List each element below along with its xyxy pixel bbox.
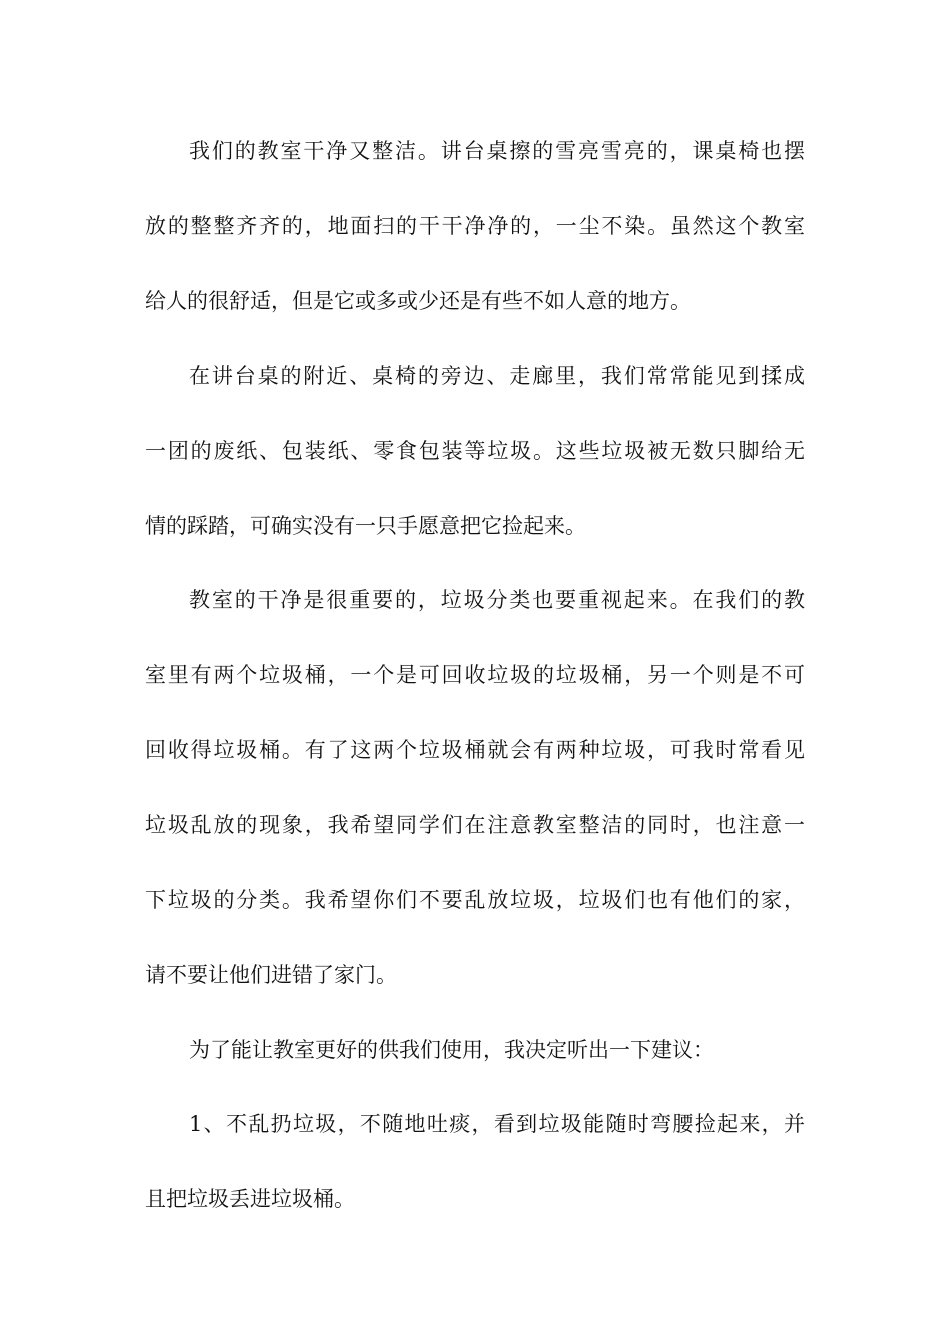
paragraph-2-line-1: 在讲台桌的附近、桌椅的旁边、走廊里，我们常常能见到揉成 (189, 364, 805, 388)
paragraph-3-line-1: 教室的干净是很重要的，垃圾分类也要重视起来。在我们的教 (189, 588, 805, 612)
paragraph-3-line-3: 回收得垃圾桶。有了这两个垃圾桶就会有两种垃圾，可我时常看见 (145, 738, 805, 762)
paragraph-1-line-1: 我们的教室干净又整洁。讲台桌擦的雪亮雪亮的，课桌椅也摆 (189, 139, 805, 163)
paragraph-5-line-2: 且把垃圾丢进垃圾桶。 (145, 1187, 355, 1211)
paragraph-4-line-1: 为了能让教室更好的供我们使用，我决定听出一下建议： (189, 1038, 714, 1062)
paragraph-5-line-1: 1、不乱扔垃圾，不随地吐痰，看到垃圾能随时弯腰捡起来，并 (189, 1112, 805, 1136)
paragraph-2-line-2: 一团的废纸、包装纸、零食包装等垃圾。这些垃圾被无数只脚给无 (145, 439, 805, 463)
paragraph-3-line-4: 垃圾乱放的现象，我希望同学们在注意教室整洁的同时，也注意一 (145, 813, 805, 837)
paragraph-3-line-6: 请不要让他们进错了家门。 (145, 963, 397, 987)
paragraph-2-line-3: 情的踩踏，可确实没有一只手愿意把它捡起来。 (145, 514, 586, 538)
paragraph-1-line-3: 给人的很舒适，但是它或多或少还是有些不如人意的地方。 (145, 289, 691, 313)
paragraph-3-line-2: 室里有两个垃圾桶，一个是可回收垃圾的垃圾桶，另一个则是不可 (145, 663, 805, 687)
paragraph-3-line-5: 下垃圾的分类。我希望你们不要乱放垃圾，垃圾们也有他们的家， (145, 888, 805, 912)
paragraph-1-line-2: 放的整整齐齐的，地面扫的干干净净的，一尘不染。虽然这个教室 (145, 214, 805, 238)
